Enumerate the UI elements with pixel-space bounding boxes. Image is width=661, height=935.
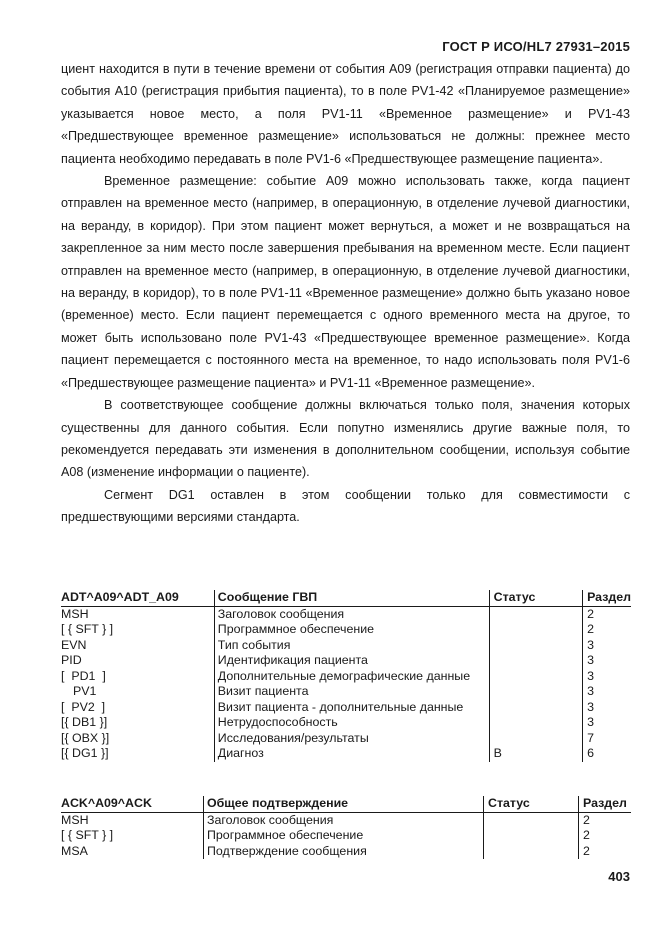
- segment-cell: [ PD1 ]: [61, 668, 106, 683]
- segment-cell: EVN: [61, 637, 87, 652]
- header-chapter: Раздел: [583, 590, 631, 606]
- page-number: 403: [608, 869, 630, 884]
- chapter-cell: 2: [579, 812, 632, 828]
- chapter-cell: 3: [583, 669, 631, 685]
- status-cell: [489, 731, 582, 747]
- table-row: [61, 812, 631, 828]
- status-cell: [489, 653, 582, 669]
- segment-cell: [ { SFT } ]: [61, 828, 114, 842]
- status-cell: [489, 684, 582, 700]
- chapter-cell: 3: [583, 684, 631, 700]
- status-cell: [489, 715, 582, 731]
- chapter-cell: 3: [583, 638, 631, 654]
- chapter-cell: 2: [579, 844, 632, 860]
- table-row: [61, 700, 631, 716]
- chapter-cell: 2: [583, 622, 631, 638]
- segment-cell: [{ OBX }]: [61, 730, 110, 745]
- chapter-cell: 6: [583, 746, 631, 762]
- table-header-row: [61, 796, 631, 812]
- table-row: [61, 715, 631, 731]
- ack-a09-message-table: [61, 796, 631, 859]
- description-cell: Визит пациента: [214, 684, 489, 700]
- table-row: [61, 844, 631, 860]
- status-cell: [489, 638, 582, 654]
- description-cell: Заголовок сообщения: [204, 812, 484, 828]
- page-header: ГОСТ Р ИСО/HL7 27931–2015: [442, 39, 630, 54]
- description-cell: Диагноз: [214, 746, 489, 762]
- segment-cell: [ { SFT } ]: [61, 622, 114, 636]
- table-row: [61, 622, 631, 638]
- chapter-cell: 3: [583, 653, 631, 669]
- segment-cell: [ PV2 ]: [61, 699, 106, 714]
- status-cell: [484, 844, 579, 860]
- chapter-cell: 7: [583, 731, 631, 747]
- header-message-description: Сообщение ГВП: [214, 590, 489, 606]
- description-cell: Дополнительные демографические данные: [214, 669, 489, 685]
- header-message-structure: ACK^A09^ACK: [61, 796, 204, 812]
- paragraph-fields-inclusion: В соответствующее сообщение должны включаться только поля, значения которых существенны для данного события. Если попутно изменялись другие важные поля, то рекомендуется передавать эти изменения в дополнительном сообщении, используя событие A08 (изменение информации о пациенте).: [61, 398, 630, 480]
- paragraph-temporary-placement: Временное размещение: событие A09 можно использовать также, когда пациент отправлен на временное место (например, в операционную, в отделение лучевой диагностики, на веранду, в коридор). При этом пациент может вернуться, а может и не возвращаться на закрепленное за ним место после завершения пребывания на временном месте. Если пациент отправлен на временное место (например, в операционную, в отделение лучевой диагностики, на веранду, в коридор), то в поле PV1-11 «Временное размещение» должно быть указано новое (временное) место. Если пациент перемещается с одного временного места на другое, то может быть использовано поле PV1-43 «Предшествующее временное размещение». Когда пациент перемещается с постоянного места на временное, то надо использовать поля PV1-6 «Предшествующее размещение пациента» и PV1-11 «Временное размещение».: [61, 174, 630, 390]
- status-cell: [489, 669, 582, 685]
- segment-cell: MSA: [61, 843, 88, 858]
- header-status: Статус: [489, 590, 582, 606]
- segment-cell: PID: [61, 653, 82, 667]
- header-message-description: Общее подтверждение: [204, 796, 484, 812]
- segment-cell: PV1: [73, 684, 97, 698]
- paragraph-continuation: циент находится в пути в течение времени от события A09 (регистрация отправки пациента) до события A10 (регистрация прибытия пациента), то в поле PV1-42 «Планируемое размещение» указывается новое место, а поля PV1-11 «Временное размещение» и PV1-43 «Предшествующее временное размещение» использоваться не должны: прежнее место пациента необходимо передавать в поле PV1-6 «Предшествующее размещение пациента».: [61, 62, 630, 166]
- table-row: [61, 669, 631, 685]
- description-cell: Заголовок сообщения: [214, 606, 489, 622]
- table-header-row: [61, 590, 631, 606]
- description-cell: Программное обеспечение: [214, 622, 489, 638]
- description-cell: Идентификация пациента: [214, 653, 489, 669]
- description-cell: Исследования/результаты: [214, 731, 489, 747]
- description-cell: Подтверждение сообщения: [204, 844, 484, 860]
- status-cell: [489, 606, 582, 622]
- adt-a09-message-table: [61, 590, 631, 762]
- status-cell: [489, 700, 582, 716]
- table-row: [61, 606, 631, 622]
- status-cell: [484, 828, 579, 844]
- chapter-cell: 2: [583, 606, 631, 622]
- description-cell: Тип события: [214, 638, 489, 654]
- description-cell: Визит пациента - дополнительные данные: [214, 700, 489, 716]
- header-status: Статус: [484, 796, 579, 812]
- chapter-cell: 2: [579, 828, 632, 844]
- header-message-structure: ADT^A09^ADT_A09: [61, 590, 214, 606]
- paragraph-dg1-segment: Сегмент DG1 оставлен в этом сообщении только для совместимости с предшествующими версиями стандарта.: [61, 487, 630, 525]
- status-cell: [489, 622, 582, 638]
- table-row: [61, 684, 631, 700]
- segment-cell: MSH: [61, 606, 89, 621]
- chapter-cell: 3: [583, 715, 631, 731]
- segment-cell: [{ DG1 }]: [61, 746, 109, 760]
- header-chapter: Раздел: [579, 796, 632, 812]
- description-cell: Нетрудоспособность: [214, 715, 489, 731]
- description-cell: Программное обеспечение: [204, 828, 484, 844]
- table-row: [61, 746, 631, 762]
- table-row: [61, 638, 631, 654]
- body-text: [61, 58, 630, 529]
- segment-cell: MSH: [61, 812, 89, 827]
- segment-cell: [{ DB1 }]: [61, 715, 108, 729]
- table-row: [61, 653, 631, 669]
- table-row: [61, 828, 631, 844]
- table-row: [61, 731, 631, 747]
- status-cell: B: [489, 746, 582, 762]
- status-cell: [484, 812, 579, 828]
- chapter-cell: 3: [583, 700, 631, 716]
